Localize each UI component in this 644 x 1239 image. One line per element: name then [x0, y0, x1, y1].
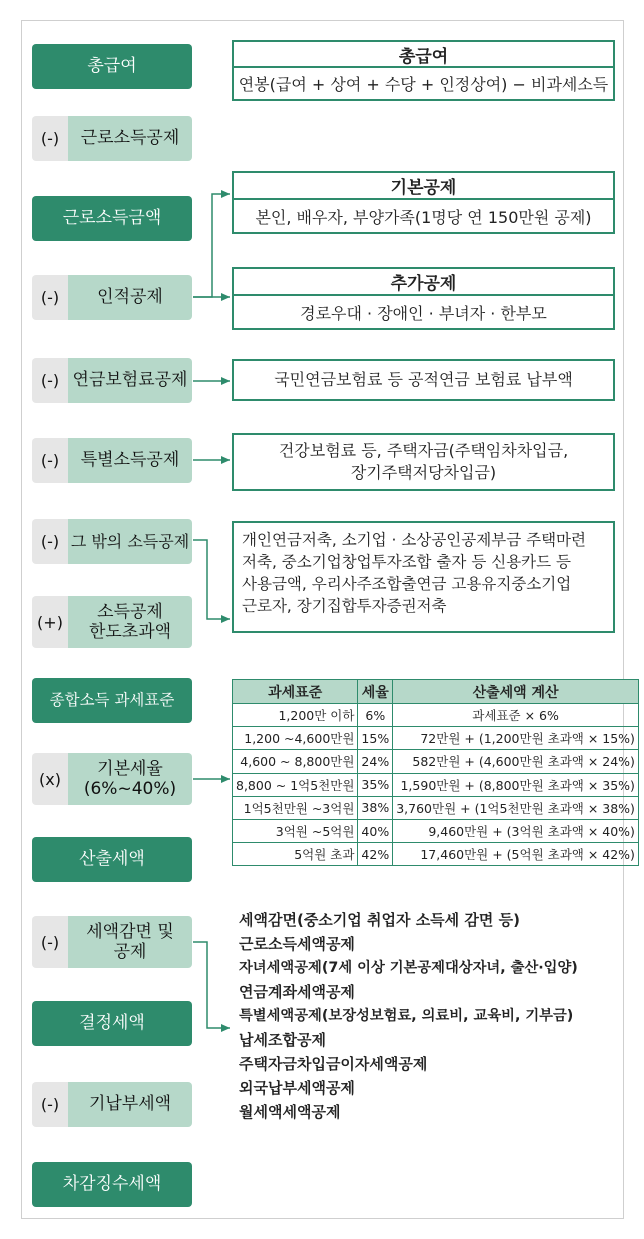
- credit-item: 주택자금차입금이자세액공제: [239, 1055, 428, 1073]
- box-other: [232, 521, 615, 633]
- sign-times: (x): [32, 753, 68, 805]
- step-deduction-limit-excess: 소득공제 한도초과액: [68, 596, 192, 648]
- box-special-line: 장기주택저당차입금): [350, 463, 497, 482]
- sign-minus: (-): [32, 438, 68, 483]
- arrow-credits: [193, 942, 230, 1028]
- table-cell: 24%: [358, 750, 393, 773]
- table-cell: 9,460만원 + (3억원 초과액 × 40%): [393, 819, 639, 842]
- table-cell: 38%: [358, 796, 393, 819]
- step-tax-reduction-credit: 세액감면 및 공제: [68, 916, 192, 968]
- arrow-other: [193, 540, 230, 619]
- table-cell: 4,600 ~ 8,800만원: [233, 750, 358, 773]
- sign-minus: (-): [32, 916, 68, 968]
- step-basic-tax-rate: 기본세율 (6%~40%): [68, 753, 192, 805]
- box-special: [232, 433, 615, 491]
- credit-item: 연금계좌세액공제: [239, 983, 355, 1001]
- step-total-pay: 총급여: [32, 44, 192, 89]
- step-pension-insurance-deduction: 연금보험료공제: [68, 358, 192, 403]
- sign-plus: (+): [32, 596, 68, 648]
- table-cell: 15%: [358, 727, 393, 750]
- table-cell: 40%: [358, 819, 393, 842]
- table-row: [233, 819, 639, 842]
- box-additional-deduction-title: 추가공제: [234, 269, 613, 296]
- table-cell: 1,200만 이하: [233, 704, 358, 727]
- table-row: [233, 704, 639, 727]
- box-other-line: 사용금액, 우리사주조합출연금 고용유지중소기업: [242, 575, 572, 593]
- table-header-row: [233, 680, 639, 704]
- step-personal-deduction: 인적공제: [68, 275, 192, 320]
- box-total-pay-title: 총급여: [234, 42, 613, 68]
- table-cell: 1억5천만원 ~3억원: [233, 796, 358, 819]
- step-calculated-tax: 산출세액: [32, 837, 192, 882]
- table-cell: 42%: [358, 843, 393, 866]
- box-special-line: 건강보험료 등, 주택자금(주택임차차입금,: [278, 441, 569, 461]
- step-earned-income-deduction: 근로소득공제: [68, 116, 192, 161]
- table-cell: 72만원 + (1,200만원 초과액 × 15%): [393, 727, 639, 750]
- step-special-income-deduction: 특별소득공제: [68, 438, 192, 483]
- box-additional-deduction-body: 경로우대 · 장애인 · 부녀자 · 한부모: [300, 303, 547, 323]
- table-cell: 3억원 ~5억원: [233, 819, 358, 842]
- credit-list: [239, 908, 619, 1124]
- table-cell: 1,590만원 + (8,800만원 초과액 × 35%): [393, 773, 639, 796]
- box-other-line: 저축, 중소기업창업투자조합 출자 등 신용카드 등: [242, 553, 572, 571]
- table-cell: 1,200 ~4,600만원: [233, 727, 358, 750]
- credit-item: 자녀세액공제(7세 이상 기본공제대상자녀, 출산·입양): [239, 960, 578, 976]
- box-other-line: 근로자, 장기집합투자증권저축: [242, 597, 447, 615]
- table-row: [233, 796, 639, 819]
- table-header: 과세표준: [233, 680, 358, 704]
- sign-minus: (-): [32, 116, 68, 161]
- table-cell: 3,760만원 + (1억5천만원 초과액 × 38%): [393, 796, 639, 819]
- table-cell: 과세표준 × 6%: [393, 704, 639, 727]
- table-cell: 8,800 ~ 1억5천만원: [233, 773, 358, 796]
- credit-item: 근로소득세액공제: [239, 935, 355, 953]
- step-earned-income-amount: 근로소득금액: [32, 196, 192, 241]
- sign-minus: (-): [32, 1082, 68, 1127]
- table-row: [233, 727, 639, 750]
- table-header: 산출세액 계산: [393, 680, 639, 704]
- sign-minus: (-): [32, 519, 68, 564]
- sign-minus: (-): [32, 358, 68, 403]
- table-cell: 35%: [358, 773, 393, 796]
- credit-item: 월세액세액공제: [239, 1103, 341, 1121]
- table-cell: 6%: [358, 704, 393, 727]
- table-row: [233, 773, 639, 796]
- step-tax-base: 종합소득 과세표준: [32, 678, 192, 723]
- credit-item: 외국납부세액공제: [239, 1079, 355, 1097]
- tax-rate-table: [232, 679, 639, 866]
- table-row: [233, 843, 639, 866]
- credit-item: 세액감면(중소기업 취업자 소득세 감면 등): [239, 911, 520, 929]
- step-determined-tax: 결정세액: [32, 1001, 192, 1046]
- box-total-pay-body: 연봉(급여 + 상여 + 수당 + 인정상여) − 비과세소득: [238, 75, 609, 94]
- box-basic-deduction-body: 본인, 배우자, 부양가족(1명당 연 150만원 공제): [255, 207, 592, 227]
- step-other-income-deduction: 그 밖의 소득공제: [68, 519, 192, 564]
- arrow-personal-to-basic: [193, 194, 230, 297]
- step-withholding-balance: 차감징수세액: [32, 1162, 192, 1207]
- box-basic-deduction: [232, 171, 615, 234]
- credit-item: 특별세액공제(보장성보험료, 의료비, 교육비, 기부금): [239, 1008, 574, 1024]
- credit-item: 납세조합공제: [239, 1031, 326, 1049]
- box-additional-deduction: [232, 267, 615, 330]
- step-prepaid-tax: 기납부세액: [68, 1082, 192, 1127]
- box-other-line: 개인연금저축, 소기업 · 소상공인공제부금 주택마련: [242, 531, 586, 549]
- table-cell: 5억원 초과: [233, 843, 358, 866]
- sign-minus: (-): [32, 275, 68, 320]
- box-basic-deduction-title: 기본공제: [234, 173, 613, 200]
- table-cell: 17,460만원 + (5억원 초과액 × 42%): [393, 843, 639, 866]
- table-cell: 582만원 + (4,600만원 초과액 × 24%): [393, 750, 639, 773]
- table-header: 세율: [358, 680, 393, 704]
- box-pension-body: 국민연금보험료 등 공적연금 보험료 납부액: [274, 370, 573, 390]
- box-total-pay: [232, 40, 615, 101]
- table-row: [233, 750, 639, 773]
- box-pension: [232, 359, 615, 401]
